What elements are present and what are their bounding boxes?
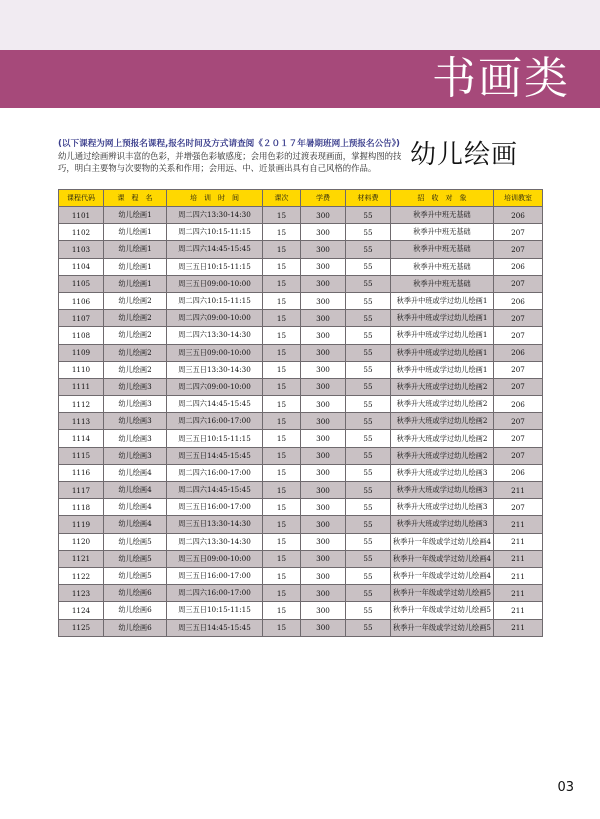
cell-material-fee: 55 — [346, 413, 391, 430]
cell-classroom: 206 — [494, 292, 543, 309]
cell-tuition: 300 — [301, 533, 346, 550]
cell-classroom: 206 — [494, 344, 543, 361]
page-title: 书画类 — [432, 53, 570, 104]
table-header-row — [59, 190, 543, 207]
cell-sessions: 15 — [263, 464, 301, 481]
cell-course-name: 幼儿绘画1 — [104, 224, 167, 241]
top-band — [0, 0, 600, 50]
cell-course-code: 1102 — [59, 224, 104, 241]
cell-classroom: 207 — [494, 447, 543, 464]
header-tuition: 学费 — [301, 190, 346, 207]
cell-classroom: 211 — [494, 619, 543, 636]
cell-sessions: 15 — [263, 447, 301, 464]
cell-schedule: 周三五日10:15-11:15 — [167, 602, 263, 619]
cell-course-code: 1124 — [59, 602, 104, 619]
cell-target-students: 秋季升一年级或学过幼儿绘画4 — [391, 533, 494, 550]
cell-material-fee: 55 — [346, 585, 391, 602]
cell-sessions: 15 — [263, 327, 301, 344]
cell-course-code: 1122 — [59, 567, 104, 584]
header-classroom: 培训教室 — [494, 190, 543, 207]
cell-tuition: 300 — [301, 447, 346, 464]
cell-target-students: 秋季升大班或学过幼儿绘画3 — [391, 464, 494, 481]
cell-course-code: 1110 — [59, 361, 104, 378]
cell-material-fee: 55 — [346, 499, 391, 516]
table-row — [59, 413, 543, 430]
cell-course-name: 幼儿绘画6 — [104, 619, 167, 636]
header-sessions: 课次 — [263, 190, 301, 207]
cell-sessions: 15 — [263, 310, 301, 327]
cell-target-students: 秋季升一年级或学过幼儿绘画5 — [391, 602, 494, 619]
cell-course-code: 1117 — [59, 482, 104, 499]
cell-material-fee: 55 — [346, 224, 391, 241]
table-row — [59, 447, 543, 464]
cell-material-fee: 55 — [346, 567, 391, 584]
cell-course-name: 幼儿绘画3 — [104, 413, 167, 430]
cell-schedule: 周二四六09:00-10:00 — [167, 378, 263, 395]
cell-target-students: 秋季升大班或学过幼儿绘画2 — [391, 413, 494, 430]
cell-material-fee: 55 — [346, 430, 391, 447]
cell-course-name: 幼儿绘画3 — [104, 378, 167, 395]
cell-target-students: 秋季升大班或学过幼儿绘画3 — [391, 482, 494, 499]
cell-target-students: 秋季升中班无基础 — [391, 275, 494, 292]
cell-classroom: 211 — [494, 516, 543, 533]
cell-schedule: 周三五日16:00-17:00 — [167, 499, 263, 516]
cell-schedule: 周三五日16:00-17:00 — [167, 567, 263, 584]
cell-classroom: 207 — [494, 378, 543, 395]
cell-target-students: 秋季升中班无基础 — [391, 258, 494, 275]
cell-sessions: 15 — [263, 344, 301, 361]
cell-course-code: 1114 — [59, 430, 104, 447]
cell-material-fee: 55 — [346, 310, 391, 327]
cell-tuition: 300 — [301, 310, 346, 327]
table-row — [59, 567, 543, 584]
cell-tuition: 300 — [301, 585, 346, 602]
table-row — [59, 464, 543, 481]
cell-material-fee: 55 — [346, 464, 391, 481]
cell-sessions: 15 — [263, 258, 301, 275]
cell-tuition: 300 — [301, 567, 346, 584]
cell-target-students: 秋季升一年级或学过幼儿绘画4 — [391, 567, 494, 584]
cell-material-fee: 55 — [346, 619, 391, 636]
cell-course-name: 幼儿绘画3 — [104, 430, 167, 447]
cell-classroom: 207 — [494, 361, 543, 378]
cell-classroom: 207 — [494, 310, 543, 327]
cell-schedule: 周二四六13:30-14:30 — [167, 533, 263, 550]
cell-tuition: 300 — [301, 224, 346, 241]
cell-material-fee: 55 — [346, 378, 391, 395]
cell-tuition: 300 — [301, 275, 346, 292]
cell-tuition: 300 — [301, 499, 346, 516]
registration-notice: (以下课程为网上预报名课程,报名时间及方式请查阅《２０１７年暑期班网上预报名公告》) — [58, 139, 400, 149]
table-row — [59, 550, 543, 567]
cell-tuition: 300 — [301, 396, 346, 413]
cell-classroom: 211 — [494, 567, 543, 584]
cell-target-students: 秋季升大班或学过幼儿绘画3 — [391, 516, 494, 533]
cell-sessions: 15 — [263, 207, 301, 224]
cell-sessions: 15 — [263, 567, 301, 584]
cell-target-students: 秋季升中班或学过幼儿绘画1 — [391, 310, 494, 327]
cell-target-students: 秋季升中班无基础 — [391, 224, 494, 241]
cell-course-code: 1107 — [59, 310, 104, 327]
cell-course-name: 幼儿绘画1 — [104, 275, 167, 292]
cell-tuition: 300 — [301, 241, 346, 258]
table-row — [59, 344, 543, 361]
cell-course-name: 幼儿绘画4 — [104, 482, 167, 499]
cell-material-fee: 55 — [346, 447, 391, 464]
cell-course-code: 1121 — [59, 550, 104, 567]
table-row — [59, 275, 543, 292]
cell-material-fee: 55 — [346, 516, 391, 533]
cell-course-name: 幼儿绘画1 — [104, 258, 167, 275]
cell-sessions: 15 — [263, 224, 301, 241]
cell-target-students: 秋季升中班无基础 — [391, 241, 494, 258]
course-table-body — [59, 190, 543, 637]
cell-tuition: 300 — [301, 430, 346, 447]
cell-course-name: 幼儿绘画6 — [104, 585, 167, 602]
cell-tuition: 300 — [301, 258, 346, 275]
header-schedule: 培 训 时 间 — [167, 190, 263, 207]
table-row — [59, 619, 543, 636]
cell-schedule: 周二四六16:00-17:00 — [167, 464, 263, 481]
cell-material-fee: 55 — [346, 258, 391, 275]
cell-sessions: 15 — [263, 550, 301, 567]
cell-course-code: 1125 — [59, 619, 104, 636]
cell-classroom: 206 — [494, 464, 543, 481]
cell-material-fee: 55 — [346, 396, 391, 413]
table-row — [59, 378, 543, 395]
header-material-fee: 材料费 — [346, 190, 391, 207]
cell-schedule: 周三五日10:15-11:15 — [167, 258, 263, 275]
cell-sessions: 15 — [263, 413, 301, 430]
cell-schedule: 周三五日13:30-14:30 — [167, 361, 263, 378]
cell-schedule: 周三五日14:45-15:45 — [167, 619, 263, 636]
table-row — [59, 258, 543, 275]
page-number: 03 — [557, 780, 574, 795]
cell-target-students: 秋季升中班或学过幼儿绘画1 — [391, 361, 494, 378]
cell-target-students: 秋季升一年级或学过幼儿绘画5 — [391, 585, 494, 602]
cell-target-students: 秋季升一年级或学过幼儿绘画5 — [391, 619, 494, 636]
cell-course-code: 1101 — [59, 207, 104, 224]
cell-target-students: 秋季升中班或学过幼儿绘画1 — [391, 292, 494, 309]
cell-course-code: 1115 — [59, 447, 104, 464]
cell-course-code: 1111 — [59, 378, 104, 395]
cell-classroom: 211 — [494, 533, 543, 550]
table-row — [59, 292, 543, 309]
cell-sessions: 15 — [263, 482, 301, 499]
cell-course-code: 1112 — [59, 396, 104, 413]
cell-course-code: 1118 — [59, 499, 104, 516]
table-row — [59, 327, 543, 344]
cell-schedule: 周二四六13:30-14:30 — [167, 327, 263, 344]
cell-course-name: 幼儿绘画2 — [104, 361, 167, 378]
course-table — [58, 189, 543, 637]
cell-sessions: 15 — [263, 585, 301, 602]
cell-tuition: 300 — [301, 550, 346, 567]
cell-schedule: 周二四六14:45-15:45 — [167, 396, 263, 413]
cell-sessions: 15 — [263, 602, 301, 619]
cell-course-name: 幼儿绘画6 — [104, 602, 167, 619]
cell-tuition: 300 — [301, 207, 346, 224]
cell-course-name: 幼儿绘画4 — [104, 516, 167, 533]
table-row — [59, 310, 543, 327]
cell-course-code: 1120 — [59, 533, 104, 550]
cell-sessions: 15 — [263, 430, 301, 447]
cell-course-name: 幼儿绘画1 — [104, 207, 167, 224]
cell-course-name: 幼儿绘画4 — [104, 499, 167, 516]
cell-classroom: 211 — [494, 482, 543, 499]
cell-schedule: 周三五日09:00-10:00 — [167, 550, 263, 567]
section-title: 幼儿绘画 — [410, 140, 519, 170]
table-row — [59, 516, 543, 533]
cell-course-code: 1108 — [59, 327, 104, 344]
cell-sessions: 15 — [263, 516, 301, 533]
cell-course-name: 幼儿绘画1 — [104, 241, 167, 258]
cell-material-fee: 55 — [346, 275, 391, 292]
cell-tuition: 300 — [301, 482, 346, 499]
cell-schedule: 周二四六13:30-14:30 — [167, 207, 263, 224]
table-row — [59, 499, 543, 516]
cell-course-name: 幼儿绘画5 — [104, 533, 167, 550]
cell-course-name: 幼儿绘画2 — [104, 327, 167, 344]
cell-schedule: 周三五日14:45-15:45 — [167, 447, 263, 464]
table-row — [59, 430, 543, 447]
cell-target-students: 秋季升大班或学过幼儿绘画3 — [391, 499, 494, 516]
cell-course-code: 1123 — [59, 585, 104, 602]
cell-sessions: 15 — [263, 292, 301, 309]
cell-target-students: 秋季升大班或学过幼儿绘画2 — [391, 396, 494, 413]
cell-classroom: 207 — [494, 241, 543, 258]
cell-course-name: 幼儿绘画3 — [104, 447, 167, 464]
cell-material-fee: 55 — [346, 327, 391, 344]
cell-sessions: 15 — [263, 275, 301, 292]
cell-course-code: 1104 — [59, 258, 104, 275]
cell-sessions: 15 — [263, 499, 301, 516]
cell-material-fee: 55 — [346, 344, 391, 361]
cell-classroom: 207 — [494, 224, 543, 241]
cell-classroom: 211 — [494, 585, 543, 602]
cell-target-students: 秋季升中班或学过幼儿绘画1 — [391, 344, 494, 361]
cell-tuition: 300 — [301, 378, 346, 395]
cell-schedule: 周三五日09:00-10:00 — [167, 275, 263, 292]
cell-course-name: 幼儿绘画2 — [104, 292, 167, 309]
cell-schedule: 周二四六10:15-11:15 — [167, 224, 263, 241]
cell-course-name: 幼儿绘画3 — [104, 396, 167, 413]
cell-schedule: 周三五日10:15-11:15 — [167, 430, 263, 447]
cell-sessions: 15 — [263, 378, 301, 395]
cell-schedule: 周三五日09:00-10:00 — [167, 344, 263, 361]
cell-sessions: 15 — [263, 241, 301, 258]
header-course-code: 课程代码 — [59, 190, 104, 207]
cell-target-students: 秋季升大班或学过幼儿绘画2 — [391, 430, 494, 447]
cell-classroom: 211 — [494, 602, 543, 619]
cell-sessions: 15 — [263, 533, 301, 550]
cell-classroom: 207 — [494, 413, 543, 430]
cell-course-code: 1109 — [59, 344, 104, 361]
cell-sessions: 15 — [263, 396, 301, 413]
table-row — [59, 241, 543, 258]
cell-course-name: 幼儿绘画4 — [104, 464, 167, 481]
cell-course-name: 幼儿绘画2 — [104, 310, 167, 327]
cell-material-fee: 55 — [346, 292, 391, 309]
title-band — [0, 50, 600, 108]
cell-sessions: 15 — [263, 619, 301, 636]
cell-material-fee: 55 — [346, 361, 391, 378]
cell-target-students: 秋季升中班或学过幼儿绘画1 — [391, 327, 494, 344]
cell-tuition: 300 — [301, 619, 346, 636]
cell-tuition: 300 — [301, 292, 346, 309]
table-row — [59, 533, 543, 550]
cell-tuition: 300 — [301, 413, 346, 430]
table-row — [59, 585, 543, 602]
cell-classroom: 207 — [494, 275, 543, 292]
cell-material-fee: 55 — [346, 550, 391, 567]
cell-course-name: 幼儿绘画5 — [104, 550, 167, 567]
cell-schedule: 周三五日13:30-14:30 — [167, 516, 263, 533]
cell-classroom: 206 — [494, 396, 543, 413]
cell-course-code: 1103 — [59, 241, 104, 258]
table-row — [59, 602, 543, 619]
cell-classroom: 207 — [494, 499, 543, 516]
cell-tuition: 300 — [301, 464, 346, 481]
cell-classroom: 206 — [494, 207, 543, 224]
table-row — [59, 396, 543, 413]
cell-course-name: 幼儿绘画2 — [104, 344, 167, 361]
cell-schedule: 周二四六09:00-10:00 — [167, 310, 263, 327]
table-row — [59, 482, 543, 499]
cell-target-students: 秋季升一年级或学过幼儿绘画4 — [391, 550, 494, 567]
table-row — [59, 361, 543, 378]
table-row — [59, 207, 543, 224]
cell-target-students: 秋季升大班或学过幼儿绘画2 — [391, 378, 494, 395]
cell-tuition: 300 — [301, 361, 346, 378]
header-course-name: 课 程 名 — [104, 190, 167, 207]
cell-schedule: 周二四六16:00-17:00 — [167, 413, 263, 430]
table-row — [59, 224, 543, 241]
cell-tuition: 300 — [301, 344, 346, 361]
cell-classroom: 207 — [494, 327, 543, 344]
cell-schedule: 周二四六14:45-15:45 — [167, 482, 263, 499]
course-description: 幼儿通过绘画辨识丰富的色彩，并增强色彩敏感度；会用色彩的过渡表现画面，掌握构图的技巧，明白主要物与次要物的关系和作用；会用远、中、近景画出具有自己风格的作品。 — [58, 151, 402, 173]
cell-target-students: 秋季升大班或学过幼儿绘画2 — [391, 447, 494, 464]
cell-material-fee: 55 — [346, 482, 391, 499]
cell-tuition: 300 — [301, 327, 346, 344]
cell-tuition: 300 — [301, 516, 346, 533]
cell-material-fee: 55 — [346, 602, 391, 619]
cell-material-fee: 55 — [346, 241, 391, 258]
cell-sessions: 15 — [263, 361, 301, 378]
cell-target-students: 秋季升中班无基础 — [391, 207, 494, 224]
cell-classroom: 206 — [494, 258, 543, 275]
cell-course-code: 1106 — [59, 292, 104, 309]
cell-course-code: 1113 — [59, 413, 104, 430]
cell-material-fee: 55 — [346, 533, 391, 550]
cell-course-code: 1119 — [59, 516, 104, 533]
cell-course-code: 1116 — [59, 464, 104, 481]
cell-schedule: 周二四六14:45-15:45 — [167, 241, 263, 258]
header-target-students: 招 收 对 象 — [391, 190, 494, 207]
cell-schedule: 周二四六10:15-11:15 — [167, 292, 263, 309]
cell-classroom: 211 — [494, 550, 543, 567]
cell-tuition: 300 — [301, 602, 346, 619]
cell-course-name: 幼儿绘画5 — [104, 567, 167, 584]
cell-material-fee: 55 — [346, 207, 391, 224]
cell-course-code: 1105 — [59, 275, 104, 292]
cell-classroom: 207 — [494, 430, 543, 447]
cell-schedule: 周二四六16:00-17:00 — [167, 585, 263, 602]
